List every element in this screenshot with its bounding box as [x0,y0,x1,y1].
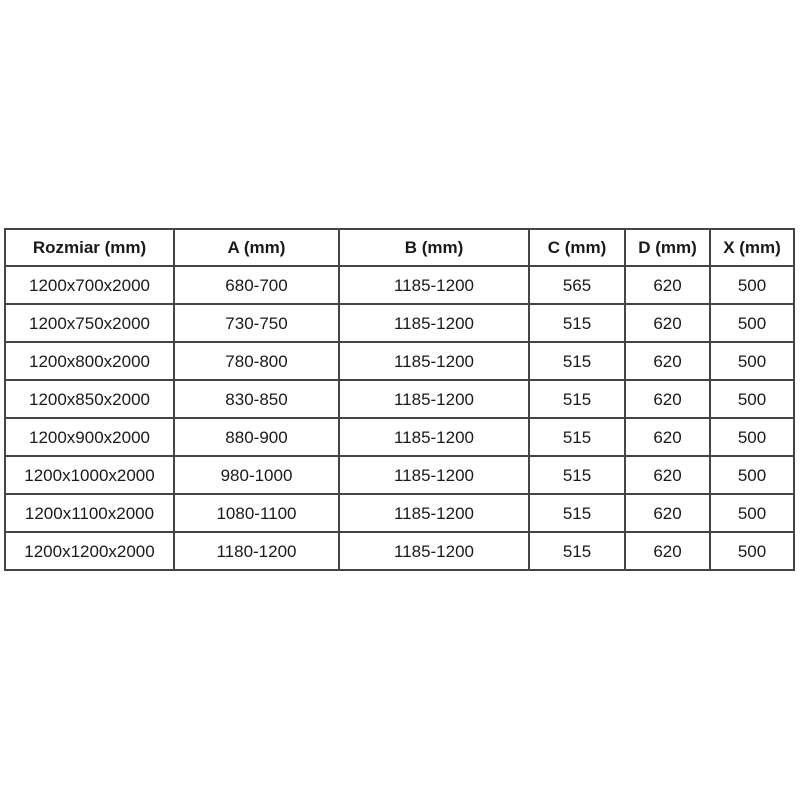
table-cell: 1185-1200 [339,494,529,532]
table-cell: 1185-1200 [339,532,529,570]
table-cell: 1185-1200 [339,456,529,494]
table-cell: 620 [625,418,710,456]
table-row [5,304,794,342]
table-cell: 880-900 [174,418,339,456]
table-cell: 1185-1200 [339,266,529,304]
table-cell: 515 [529,380,625,418]
column-header: A (mm) [174,229,339,266]
table-cell: 680-700 [174,266,339,304]
table-cell: 1200x800x2000 [5,342,174,380]
column-header: D (mm) [625,229,710,266]
table-cell: 515 [529,418,625,456]
table-cell: 780-800 [174,342,339,380]
table-cell: 515 [529,532,625,570]
table-cell: 980-1000 [174,456,339,494]
table-cell: 830-850 [174,380,339,418]
table-cell: 500 [710,380,794,418]
table-row [5,532,794,570]
table-row [5,380,794,418]
header-row [5,229,794,266]
table-cell: 730-750 [174,304,339,342]
table-cell: 1200x1200x2000 [5,532,174,570]
table-cell: 1200x700x2000 [5,266,174,304]
column-header: Rozmiar (mm) [5,229,174,266]
table-cell: 1200x1000x2000 [5,456,174,494]
table-cell: 620 [625,494,710,532]
table-cell: 500 [710,494,794,532]
table-row [5,342,794,380]
table-cell: 500 [710,456,794,494]
spec-table-header [5,229,794,266]
table-cell: 1200x850x2000 [5,380,174,418]
table-cell: 1180-1200 [174,532,339,570]
table-cell: 1185-1200 [339,342,529,380]
table-cell: 500 [710,304,794,342]
table-cell: 500 [710,532,794,570]
table-cell: 1185-1200 [339,380,529,418]
column-header: X (mm) [710,229,794,266]
spec-table [4,228,795,571]
table-cell: 565 [529,266,625,304]
table-cell: 1200x900x2000 [5,418,174,456]
table-cell: 500 [710,266,794,304]
table-cell: 1185-1200 [339,418,529,456]
table-row [5,418,794,456]
table-row [5,494,794,532]
table-cell: 620 [625,456,710,494]
table-cell: 1200x1100x2000 [5,494,174,532]
table-cell: 515 [529,494,625,532]
table-cell: 515 [529,342,625,380]
table-cell: 620 [625,380,710,418]
column-header: C (mm) [529,229,625,266]
table-row [5,266,794,304]
table-cell: 515 [529,456,625,494]
table-cell: 620 [625,304,710,342]
table-cell: 500 [710,418,794,456]
spec-table-body [5,266,794,570]
table-cell: 1185-1200 [339,304,529,342]
table-cell: 1200x750x2000 [5,304,174,342]
table-cell: 515 [529,304,625,342]
table-cell: 620 [625,532,710,570]
column-header: B (mm) [339,229,529,266]
table-cell: 620 [625,266,710,304]
table-row [5,456,794,494]
table-cell: 620 [625,342,710,380]
table-cell: 500 [710,342,794,380]
table-cell: 1080-1100 [174,494,339,532]
